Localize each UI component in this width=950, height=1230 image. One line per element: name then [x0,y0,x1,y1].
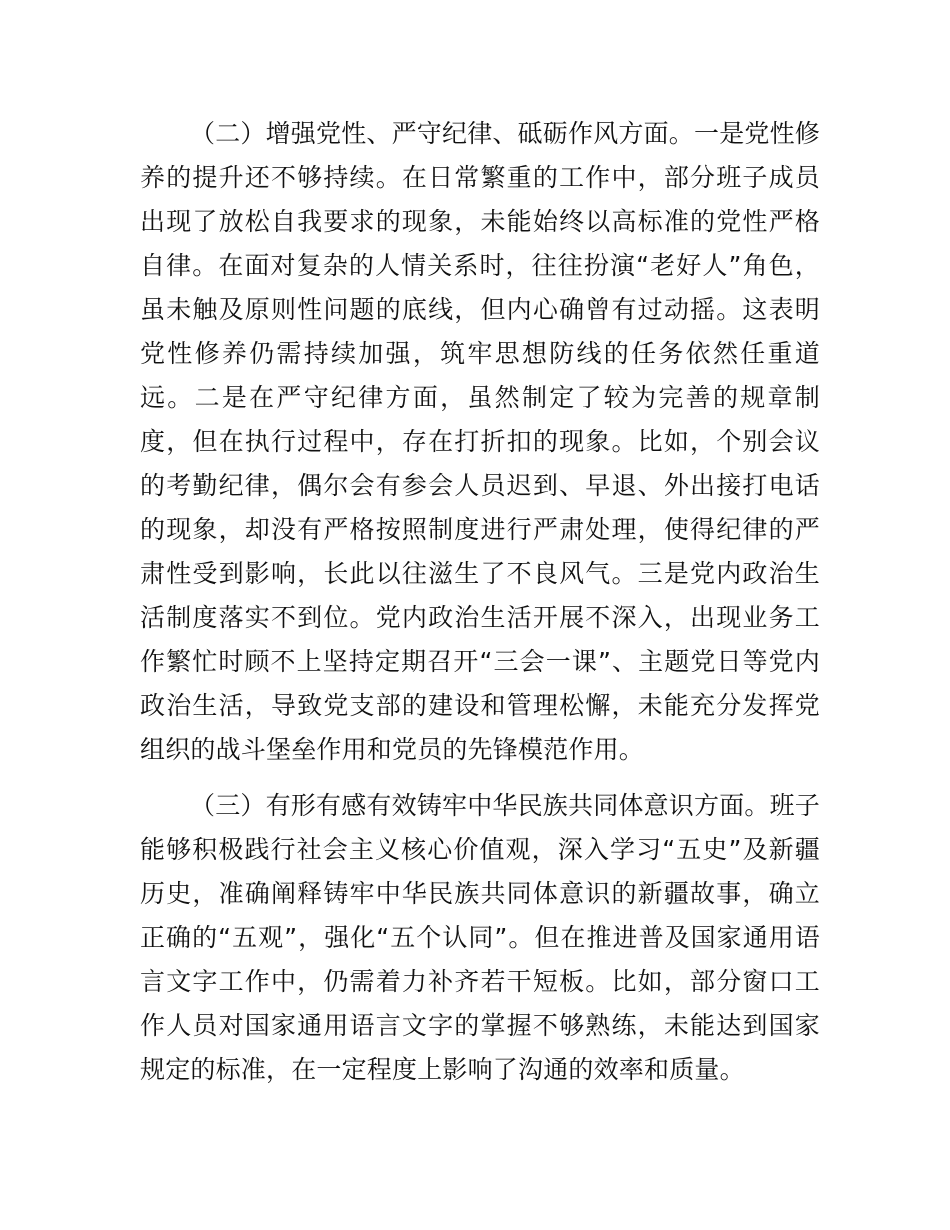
paragraph-discipline: （二）增强党性、严守纪律、砥砺作风方面。一是党性修养的提升还不够持续。在日常繁重的工作中，部分班子成员出现了放松自我要求的现象，未能始终以高标准的党性严格自律。在面对复杂的人情关系时，往往扮演“老好人”角色，虽未触及原则性问题的底线，但内心确曾有过动摇。这表明党性修养仍需持续加强，筑牢思想防线的任务依然任重道远。二是在严守纪律方面，虽然制定了较为完善的规章制度，但在执行过程中，存在打折扣的现象。比如，个别会议的考勤纪律，偶尔会有参会人员迟到、早退、外出接打电话的现象，却没有严格按照制度进行严肃处理，使得纪律的严肃性受到影响，长此以往滋生了不良风气。三是党内政治生活制度落实不到位。党内政治生活开展不深入，出现业务工作繁忙时顾不上坚持定期召开“三会一课”、主题党日等党内政治生活，导致党支部的建设和管理松懈，未能充分发挥党组织的战斗堡垒作用和党员的先锋模范作用。 [140,119,821,764]
paragraph-national-unity: （三）有形有感有效铸牢中华民族共同体意识方面。班子能够积极践行社会主义核心价值观，深入学习“五史”及新疆历史，准确阐释铸牢中华民族共同体意识的新疆故事，确立正确的“五观”，强化“五个认同”。但在推进普及国家通用语言文字工作中，仍需着力补齐若干短板。比如，部分窗口工作人员对国家通用语言文字的掌握不够熟练，未能达到国家规定的标准，在一定程度上影响了沟通的效率和质量。 [140,791,821,1084]
document-body [140,112,820,1092]
